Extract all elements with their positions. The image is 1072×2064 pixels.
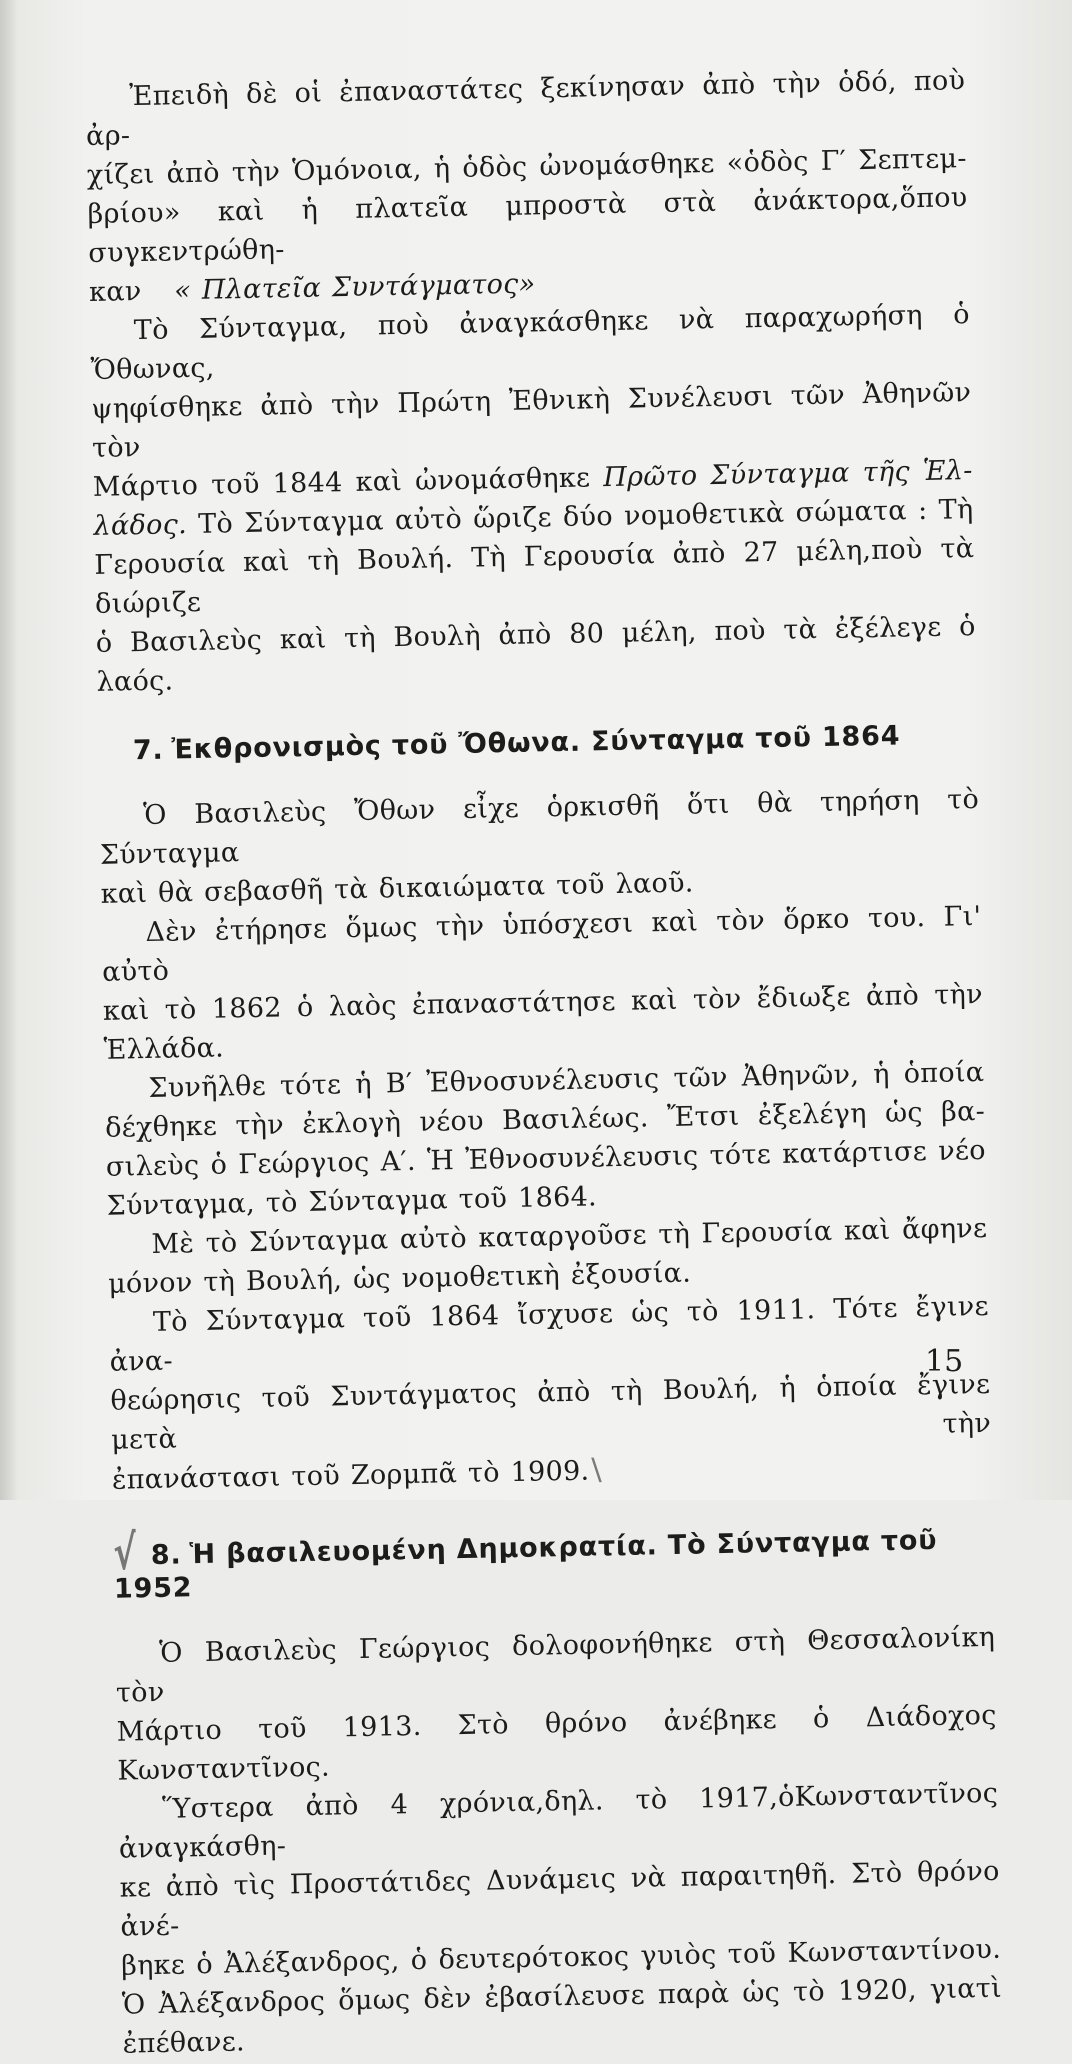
paragraph-national-assembly — [104, 1053, 987, 1226]
paragraph-assassination — [115, 1618, 998, 1791]
text-line: χίζει ἀπὸ τὴν Ὁμόνοια, ἡ ὁδὸς ὠνομάσθηκε «ὁδὸς Γ′ Σεπτεμ- — [86, 143, 968, 191]
text-line: Ἐπειδὴ δὲ οἱ ἐπαναστάτες ξεκίνησαν ἀπὸ τὴν ὁδό, ποὺ ἀρ- — [85, 65, 966, 152]
text-line: Μὲ τὸ Σύνταγμα αὐτὸ καταργοῦσε τὴ Γερουσία καὶ ἄφηνε — [151, 1212, 988, 1260]
section-number: 8. — [150, 1539, 182, 1572]
italic-first-constitution: Πρῶτο Σύνταγμα τῆς Ἑλ- — [602, 455, 973, 494]
page-content — [85, 61, 1003, 2064]
section-title: Ἡ βασιλευομένη Δημοκρατία. Τὸ Σύνταγμα τοῦ 1952 — [113, 1524, 938, 1605]
section-number: 7. — [132, 734, 164, 767]
section-heading-7 — [133, 719, 978, 766]
text-line: Ὁ Βασιλεὺς Γεώργιος δολοφονήθηκε στὴ Θεσσαλονίκη τὸν — [115, 1621, 996, 1709]
text-line: Τὸ Σύνταγμα τοῦ 1864 ἴσχυσε ὡς τὸ 1911. Τότε ἔγινε ἀνα- — [109, 1290, 990, 1378]
text-line: βρίου» καὶ ἡ πλατεῖα μπροστὰ στὰ ἀνάκτορα,ὅπου συγκεντρώθη- — [87, 182, 968, 269]
text-line: Ὁ Βασιλεὺς Ὄθων εἶχε ὁρκισθῆ ὅτι θὰ τηρήση τὸ Σύνταγμα — [99, 783, 980, 871]
text-line: ἐπέθανε. — [122, 2026, 246, 2060]
text-line: Συνῆλθε τότε ἡ Β′ Ἐθνοσυνέλευσις τῶν Ἀθηνῶν, ἡ ὁποία — [148, 1056, 985, 1104]
text-fragment: Μάρτιο τοῦ 1844 καὶ ὠνομάσθηκε — [92, 462, 591, 503]
text-fragment: Τὸ Σύνταγμα αὐτὸ ὥριζε δύο νομοθετικὰ σώματα : Τὴ — [197, 494, 974, 540]
text-line: ὁ Βασιλεὺς καὶ τὴ Βουλὴ ἀπὸ 80 μέλη, ποὺ τὰ ἐξέλεγε ὁ λαός. — [95, 611, 976, 698]
section-heading-8 — [113, 1517, 994, 1605]
text-line: Ὁ Ἀλέξανδρος ὅμως δὲν ἐβασίλευσε παρὰ ὡς τὸ 1920, γιατὶ — [121, 1972, 1003, 2021]
text-line: Τὸ Σύνταγμα, ποὺ ἀναγκάσθηκε νὰ παραχωρήση ὁ Ὄθωνας, — [90, 299, 971, 386]
text-line: κε ἀπὸ τὶς Προστάτιδες Δυνάμεις νὰ παραιτηθῆ. Στὸ θρόνο ἀνέ- — [119, 1855, 1000, 1943]
text-line: Δὲν ἐτήρησε ὅμως τὴν ὑπόσχεσι καὶ τὸν ὅρκο του. Γι' αὐτὸ — [101, 900, 982, 988]
text-line: σιλεὺς ὁ Γεώργιος Α′. Ἡ Ἐθνοσυνέλευσις τότε κατάρτισε νέο — [105, 1134, 987, 1183]
text-line: δέχθηκε τὴν ἐκλογὴ νέου Βασιλέως. Ἔτσι ἐξελέγη ὡς βα- — [104, 1095, 986, 1144]
paragraph-revision-1911 — [109, 1287, 993, 1500]
page-number: 15 — [925, 1344, 964, 1379]
text-line: καὶ τὸ 1862 ὁ λαὸς ἐπαναστάτησε καὶ τὸν ἔδιωξε ἀπὸ τὴν Ἑλλάδα. — [102, 978, 984, 1066]
section-title: Ἐκθρονισμὸς τοῦ Ὄθωνα. Σύνταγμα τοῦ 1864 — [171, 720, 901, 766]
text-fragment: καν — [88, 275, 142, 308]
text-line: Μάρτιο τοῦ 1913. Στὸ θρόνο ἀνέβηκε ὁ Διάδοχος Κωνσταντῖνος. — [116, 1699, 997, 1787]
pencil-tick-mark: \ — [591, 1452, 603, 1488]
text-line: βηκε ὁ Ἀλέξανδρος, ὁ δευτερότοκος γυιὸς τοῦ Κωνσταντίνου. — [120, 1933, 1002, 1982]
text-line: ψηφίσθηκε ἀπὸ τὴν Πρώτη Ἐθνικὴ Συνέλευσι τῶν Ἀθηνῶν τὸν — [91, 377, 972, 464]
paragraph-syntagma-square — [85, 61, 969, 312]
text-fragment: ἐπανάστασι τοῦ Ζορμπᾶ τὸ 1909. — [111, 1455, 590, 1496]
text-line: θεώρησις τοῦ Συντάγματος ἀπὸ τὴ Βουλή, ἡ ὁποία ἔγινε μετὰ τὴν — [110, 1368, 992, 1456]
text-line: Σύνταγμα, τὸ Σύνταγμα τοῦ 1864. — [106, 1181, 598, 1222]
paragraph-constitution-1844 — [89, 295, 976, 702]
paragraph-oath — [99, 780, 981, 914]
text-line: Γερουσία καὶ τὴ Βουλή. Τὴ Γερουσία ἀπὸ 27 μέλη,ποὺ τὰ διώριζε — [94, 533, 975, 620]
text-line: μόνον τὴ Βουλή, ὡς νομοθετικὴ ἐξουσία. — [107, 1257, 692, 1300]
italic-fragment: λάδος. — [93, 509, 188, 542]
paragraph-alexander — [118, 1774, 1003, 2064]
pencil-check-icon: √ — [112, 1525, 138, 1582]
italic-square-name: « Πλατεῖα Συντάγματος» — [173, 268, 536, 307]
text-line: Ὕστερα ἀπὸ 4 χρόνια,δηλ. τὸ 1917,ὁΚωνσταντῖνος ἀναγκάσθη- — [118, 1777, 999, 1865]
text-line: καὶ θὰ σεβασθῆ τὰ δικαιώματα τοῦ λαοῦ. — [100, 867, 694, 910]
paragraph-revolution-1862 — [101, 897, 984, 1070]
